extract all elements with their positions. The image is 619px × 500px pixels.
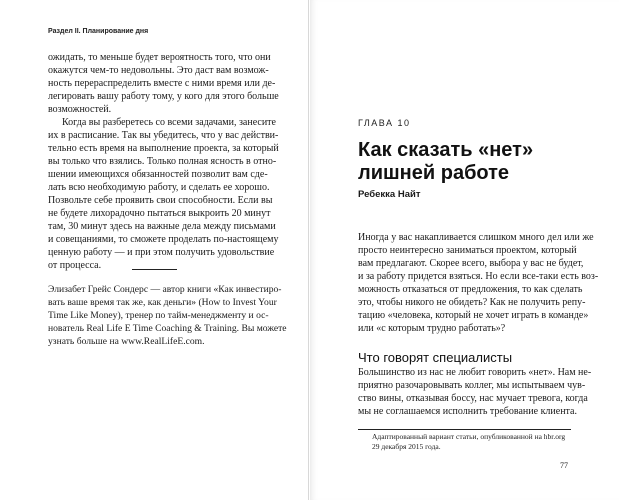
footnote	[372, 432, 571, 452]
text-line: тельно есть время на выполнение проекта, за который	[48, 143, 279, 154]
text-line: Когда вы разберетесь со всеми задачами, занесите	[62, 117, 276, 128]
page-number: 77	[560, 461, 568, 470]
text-line: и совещаниями, то сможете проделать по-настоящему	[48, 234, 279, 245]
text-line: узнать больше на www.RealLifeE.com.	[48, 336, 205, 347]
title-line: лишней работе	[358, 162, 510, 184]
chapter-title	[358, 139, 533, 185]
left-body	[48, 51, 279, 272]
text-line: вать ваше время так же, как деньги» (How to Invest Your	[48, 297, 277, 308]
text-line: их в расписание. Так вы убедитесь, что у вас действи-	[48, 130, 279, 141]
text-line: Большинство из нас не любит говорить «нет». Нам не-	[358, 367, 592, 378]
text-line: ство вины, отказывая боссу, нас мучает тревога, когда	[358, 393, 588, 404]
text-line: не будете лихорадочно пытаться выкроить 20 минут	[48, 208, 271, 219]
text-line: Иногда у вас накапливается слишком много дел или же	[358, 232, 594, 243]
text-line: легировать вашу работу тому, у кого для этого больше	[48, 91, 279, 102]
text-line: ценную работу — и при этом получить удовольствие	[48, 247, 275, 258]
footnote-line: Адаптированный вариант статьи, опубликованной на hbr.org	[372, 432, 566, 441]
running-header: Раздел II. Планирование дня	[48, 28, 149, 35]
text-line: нователь Real Life E Time Coaching & Training. Вы можете	[48, 323, 287, 334]
text-line: или «с которым трудно работать»?	[358, 323, 506, 334]
subheading: Что говорят специалисты	[358, 350, 513, 365]
text-line: окажутся чем-то недовольны. Это даст вам возмож-	[48, 65, 269, 76]
paragraph	[48, 116, 279, 272]
text-line: вы только что взялись. Только полная ясность в отно-	[48, 156, 277, 167]
intro	[358, 231, 599, 335]
text-line: шении имеющихся обязанностей позволит вам сде-	[48, 169, 268, 180]
title-line: Как сказать «нет»	[358, 139, 534, 161]
separator	[132, 269, 177, 270]
text-line: Позвольте себе проявить свои способности. Если вы	[48, 195, 273, 206]
text-line: ность перераспределить вместе с ними время или де-	[48, 78, 276, 89]
body	[358, 366, 592, 418]
paragraph	[48, 51, 279, 116]
text-line: там, 30 минут здесь на важные дела между письмами	[48, 221, 276, 232]
footnote-rule	[358, 429, 571, 430]
chapter-label: ГЛАВА 10	[358, 118, 411, 128]
text-line: Элизабет Грейс Сондерс — автор книги «Как инвестиро-	[48, 284, 282, 295]
text-line: возможностей.	[48, 104, 112, 115]
text-line: Time Like Money), тренер по тайм-менеджменту и ос-	[48, 310, 269, 321]
author-note	[48, 283, 287, 348]
text-line: лать всю необходимую работу, и сделать ее хорошо.	[48, 182, 270, 193]
chapter-author: Ребекка Найт	[358, 189, 421, 200]
text-line: мы не соглашаемся исполнить требование клиента.	[358, 406, 577, 417]
footnote-line: 29 декабря 2015 года.	[372, 442, 441, 451]
text-line: и за работу придется взяться. Но если все-таки есть воз-	[358, 271, 599, 282]
text-line: тацию «человека, который не хочет играть в команде»	[358, 310, 589, 321]
left-page	[0, 0, 309, 500]
text-line: ожидать, то меньше будет вероятность того, что они	[48, 52, 271, 63]
text-line: можность отказаться от предложения, то как сделать	[358, 284, 583, 295]
text-line: это, чтобы никого не обидеть? Как не получить репу-	[358, 297, 586, 308]
text-line: вам предлагают. Скорее всего, выбора у вас не будет,	[358, 258, 584, 269]
text-line: приятно разочаровывать коллег, мы испытываем чув-	[358, 380, 586, 391]
text-line: просто неинтересно заниматься проектом, который	[358, 245, 577, 256]
text-line: от процесса.	[48, 260, 102, 271]
